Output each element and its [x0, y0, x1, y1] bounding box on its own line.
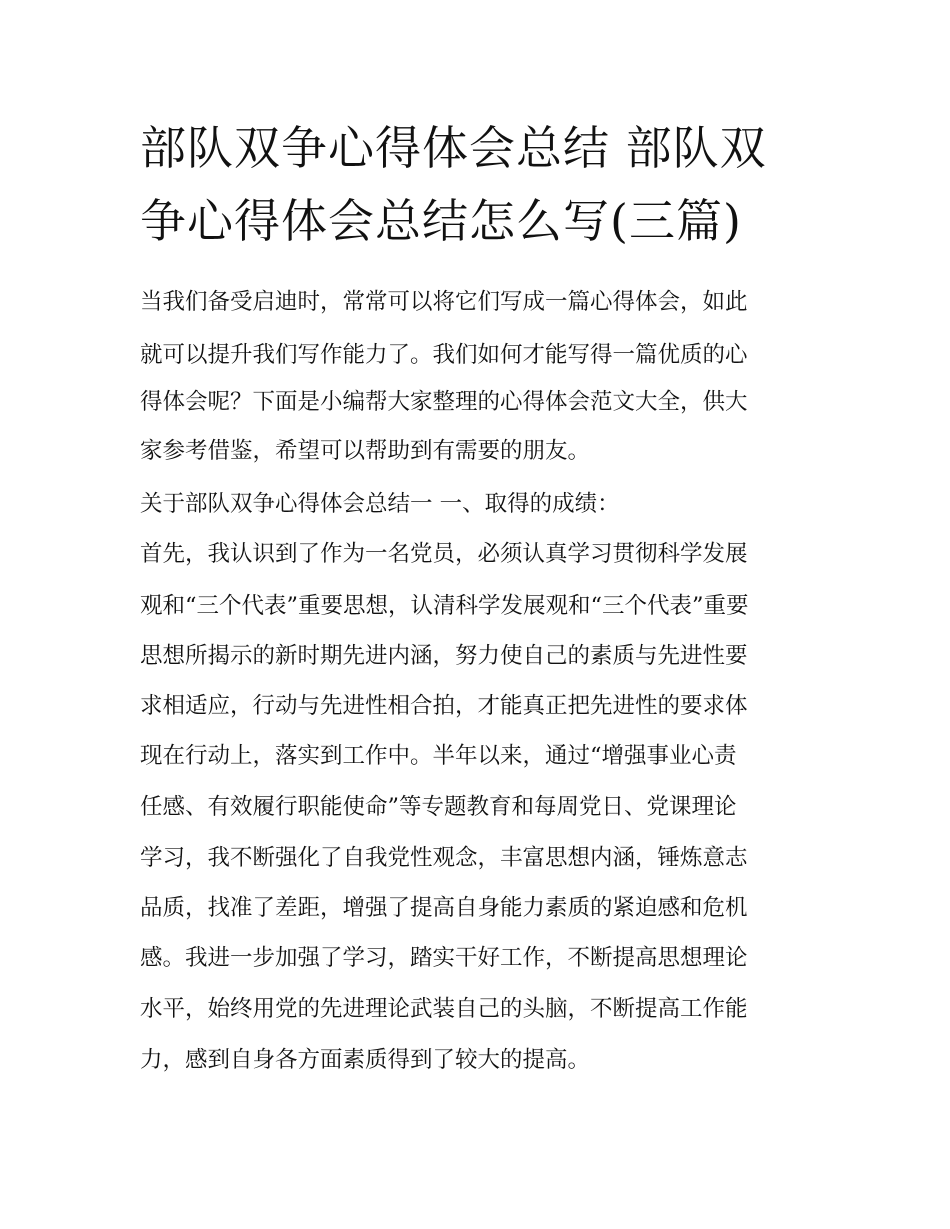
title-line-1: 部队双争心得体会总结 部队双 — [140, 121, 767, 175]
body-line-8: 品质，找准了差距，增强了提高自身能力素质的紧迫感和危机 — [140, 895, 748, 921]
title-line-2: 争心得体会总结怎么写(三篇) — [140, 194, 742, 248]
intro-line-1: 当我们备受启迪时，常常可以将它们写成一篇心得体会，如此 — [140, 289, 748, 315]
body-line-4: 求相适应，行动与先进性相合拍，才能真正把先进性的要求体 — [140, 693, 748, 719]
body-line-2: 观和“三个代表”重要思想，认清科学发展观和“三个代表”重要 — [140, 593, 749, 619]
body-line-10: 水平，始终用党的先进理论武装自己的头脑，不断提高工作能 — [140, 996, 748, 1022]
body-line-9: 感。我进一步加强了学习，踏实干好工作，不断提高思想理论 — [140, 945, 748, 971]
section-heading: 关于部队双争心得体会总结一 一、取得的成绩： — [140, 491, 620, 517]
body-line-1: 首先，我认识到了作为一名党员，必须认真学习贯彻科学发展 — [140, 541, 748, 567]
body-line-7: 学习，我不断强化了自我党性观念，丰富思想内涵，锤炼意志 — [140, 845, 748, 871]
body-line-6: 任感、有效履行职能使命”等专题教育和每周党日、党课理论 — [140, 794, 737, 820]
body-line-3: 思想所揭示的新时期先进内涵，努力使自己的素质与先进性要 — [140, 643, 748, 669]
intro-line-4: 家参考借鉴，希望可以帮助到有需要的朋友。 — [140, 438, 591, 464]
intro-line-2: 就可以提升我们写作能力了。我们如何才能写得一篇优质的心 — [140, 342, 748, 368]
body-line-5: 现在行动上，落实到工作中。半年以来，通过“增强事业心责 — [140, 743, 737, 769]
intro-line-3: 得体会呢？下面是小编帮大家整理的心得体会范文大全，供大 — [140, 389, 748, 415]
body-line-11: 力，感到自身各方面素质得到了较大的提高。 — [140, 1047, 591, 1073]
